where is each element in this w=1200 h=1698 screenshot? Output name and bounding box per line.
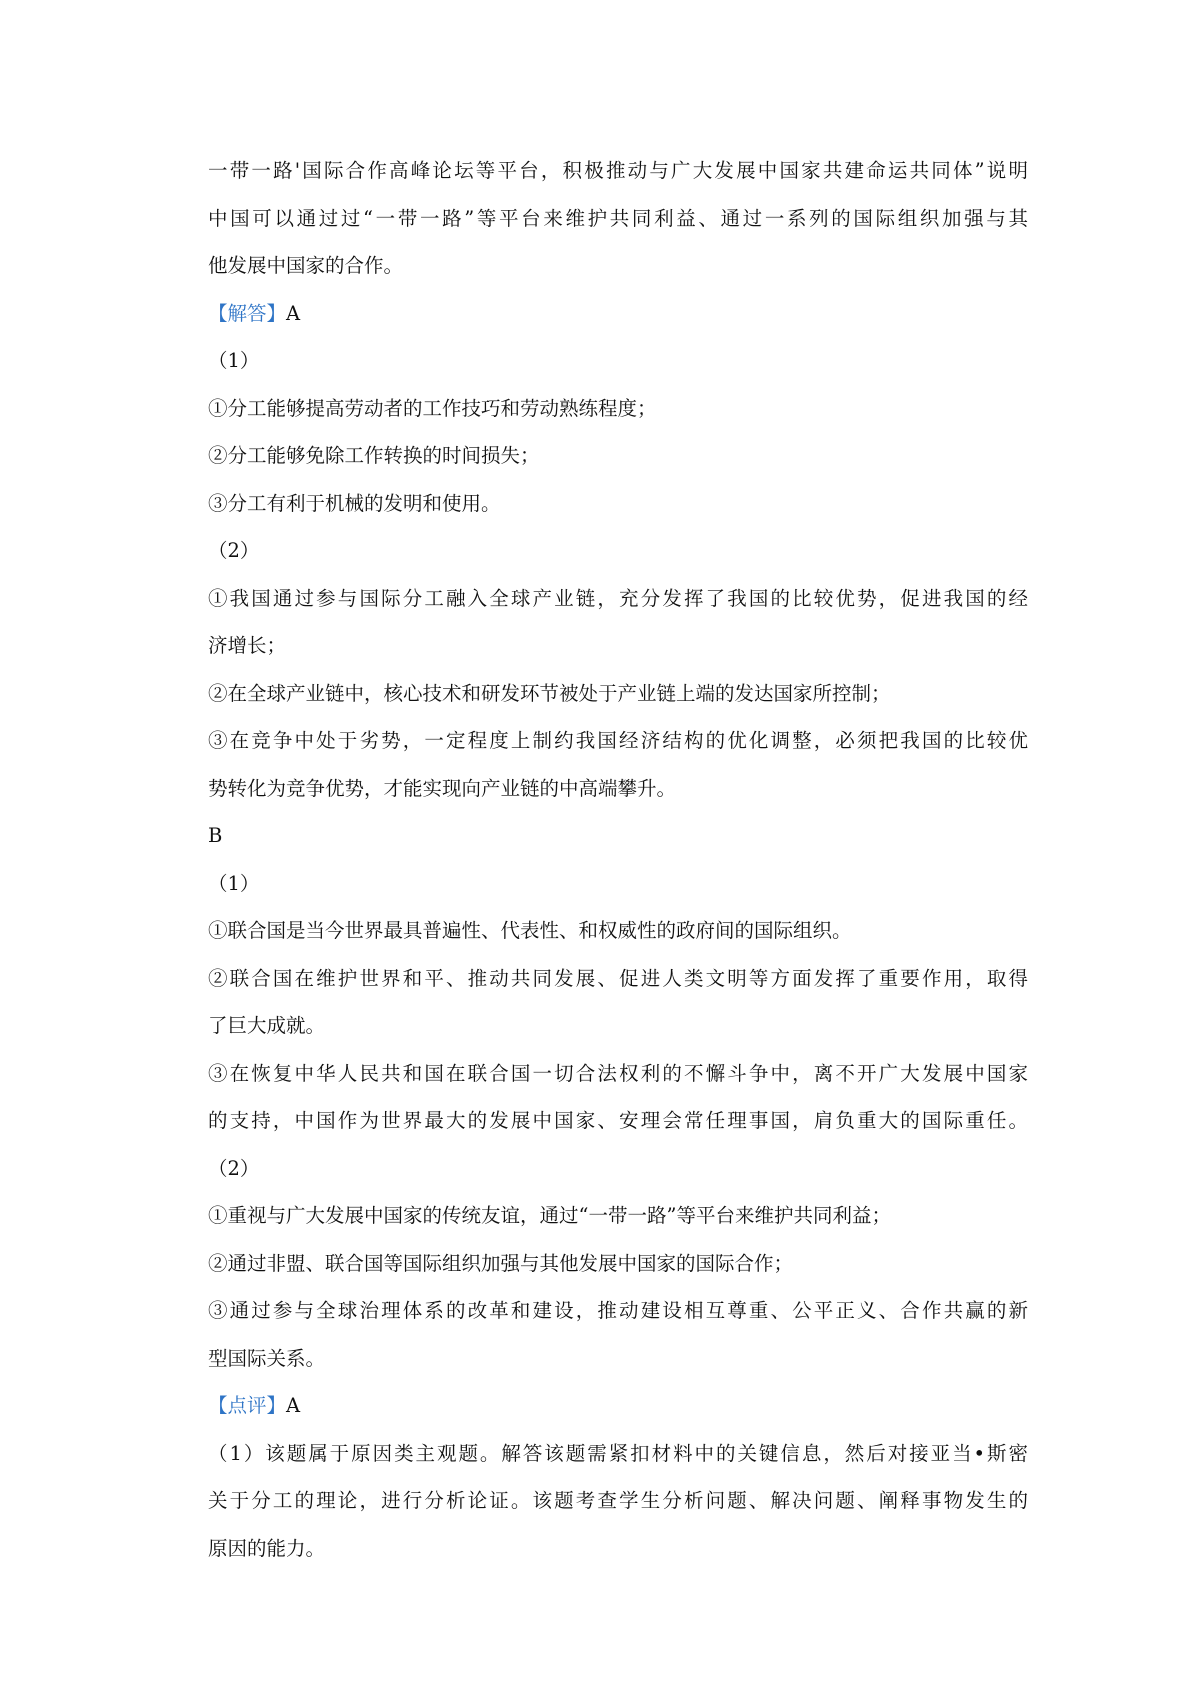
line-text: 一带一路'国际合作高峰论坛等平台，积极推动与广大发展中国家共建命运共同体”说明 [208,159,1028,182]
text-line [208,242,1028,290]
text-line [208,195,1028,243]
line-text: ①分工能够提高劳动者的工作技巧和劳动熟练程度； [208,396,657,420]
text-line [208,1002,1028,1050]
text-line [208,147,1028,195]
line-text: （1）该题属于原因类主观题。解答该题需紧扣材料中的关键信息，然后对接亚当•斯密 [208,1441,1028,1465]
section-heading-line [208,290,1028,338]
section-tag: 【点评】 [208,1394,287,1417]
line-text: ②通过非盟、联合国等国际组织加强与其他发展中国家的国际合作； [208,1251,794,1275]
line-text: ③在恢复中华人民共和国在联合国一切合法权利的不懈斗争中，离不开广大发展中国家 [208,1061,1028,1085]
line-text: B [208,824,223,847]
line-text: （2） [208,539,260,562]
text-line [208,670,1028,718]
document-body [208,147,1028,1572]
text-line [208,1240,1028,1288]
line-text: 的支持，中国作为世界最大的发展中国家、安理会常任理事国，肩负重大的国际重任。 [208,1109,1028,1132]
text-line [208,480,1028,528]
line-text: （1） [208,349,260,372]
line-text: A [286,301,301,325]
line-text: 原因的能力。 [208,1536,326,1560]
text-line [208,527,1028,575]
line-text: ③在竞争中处于劣势，一定程度上制约我国经济结构的优化调整，必须把我国的比较优 [208,729,1028,752]
line-text: ③通过参与全球治理体系的改革和建设，推动建设相互尊重、公平正义、合作共赢的新 [208,1299,1028,1322]
text-line [208,1430,1028,1478]
line-text: 济增长； [208,634,287,657]
text-line [208,385,1028,433]
line-text: ③分工有利于机械的发明和使用。 [208,491,501,515]
text-line [208,907,1028,955]
line-text: （2） [208,1156,260,1180]
line-text: 关于分工的理论，进行分析论证。该题考查学生分析问题、解决问题、阐释事物发生的 [208,1489,1028,1512]
text-line [208,717,1028,765]
text-line [208,622,1028,670]
line-text: 中国可以通过过“一带一路”等平台来维护共同利益、通过一系列的国际组织加强与其 [208,206,1028,230]
line-text: ①联合国是当今世界最具普遍性、代表性、和权威性的政府间的国际组织。 [208,919,852,942]
line-text: A [286,1394,301,1417]
text-line [208,432,1028,480]
line-text: ①我国通过参与国际分工融入全球产业链，充分发挥了我国的比较优势，促进我国的经 [208,586,1028,610]
line-text: 势转化为竞争优势，才能实现向产业链的中高端攀升。 [208,776,677,800]
text-line [208,1192,1028,1240]
line-text: （1） [208,871,260,895]
text-line [208,765,1028,813]
section-heading-line [208,1382,1028,1430]
text-line [208,860,1028,908]
text-line [208,955,1028,1003]
line-text: ②分工能够免除工作转换的时间损失； [208,444,540,467]
text-line [208,1525,1028,1573]
text-line [208,337,1028,385]
text-line [208,1050,1028,1098]
line-text: 型国际关系。 [208,1346,326,1370]
text-line [208,1335,1028,1383]
line-text: ①重视与广大发展中国家的传统友谊，通过“一带一路”等平台来维护共同利益； [208,1204,891,1227]
line-text: ②在全球产业链中，核心技术和研发环节被处于产业链上端的发达国家所控制； [208,681,891,705]
text-line [208,812,1028,860]
text-line [208,1477,1028,1525]
text-line [208,1145,1028,1193]
text-line [208,1097,1028,1145]
line-text: 了巨大成就。 [208,1014,326,1037]
text-line [208,575,1028,623]
text-line [208,1287,1028,1335]
line-text: 他发展中国家的合作。 [208,254,404,277]
section-tag: 【解答】 [208,301,287,325]
line-text: ②联合国在维护世界和平、推动共同发展、促进人类文明等方面发挥了重要作用，取得 [208,966,1028,990]
